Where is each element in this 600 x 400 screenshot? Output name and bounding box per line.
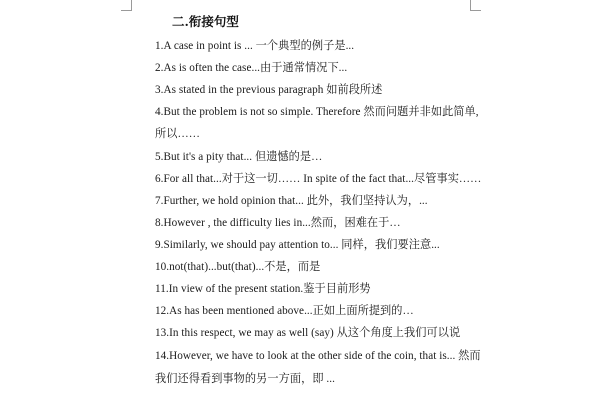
phrase-line-9: 9.Similarly, we should pay attention to... 同样，我们要注意... bbox=[155, 239, 440, 251]
phrase-line-5: 5.But it's a pity that... 但遗憾的是… bbox=[155, 151, 323, 163]
phrase-line-8: 8.However , the difficulty lies in...然而，困难在于… bbox=[155, 217, 401, 229]
phrase-line-6: 6.For all that...对于这一切…… In spite of the fact that...尽管事实…… bbox=[155, 173, 482, 185]
phrase-line-14: 14.However, we have to look at the other side of the coin, that is... 然而 bbox=[155, 350, 481, 362]
margin-corner-mark-right bbox=[470, 0, 481, 11]
phrase-line-2: 2.As is often the case...由于通常情况下... bbox=[155, 62, 348, 74]
section-title: 二.衔接句型 bbox=[172, 14, 239, 29]
phrase-line-12: 12.As has been mentioned above...正如上面所提到的… bbox=[155, 305, 414, 317]
phrase-line-11: 11.In view of the present station.鉴于目前形势 bbox=[155, 283, 371, 295]
phrase-line-4-continued: 所以…… bbox=[155, 128, 200, 140]
phrase-line-1: 1.A case in point is ... 一个典型的例子是... bbox=[155, 40, 355, 52]
phrase-line-14-continued: 我们还得看到事物的另一方面，即 ... bbox=[155, 373, 335, 385]
phrase-line-10: 10.not(that)...but(that)...不是，而是 bbox=[155, 261, 321, 273]
phrase-line-7: 7.Further, we hold opinion that... 此外，我们坚持认为，... bbox=[155, 195, 428, 207]
phrase-line-4: 4.But the problem is not so simple. Therefore 然而问题并非如此简单, bbox=[155, 106, 479, 118]
phrase-line-3: 3.As stated in the previous paragraph 如前段所述 bbox=[155, 84, 383, 96]
phrase-line-13: 13.In this respect, we may as well (say) 从这个角度上我们可以说 bbox=[155, 327, 461, 339]
margin-corner-mark-left bbox=[121, 0, 132, 11]
